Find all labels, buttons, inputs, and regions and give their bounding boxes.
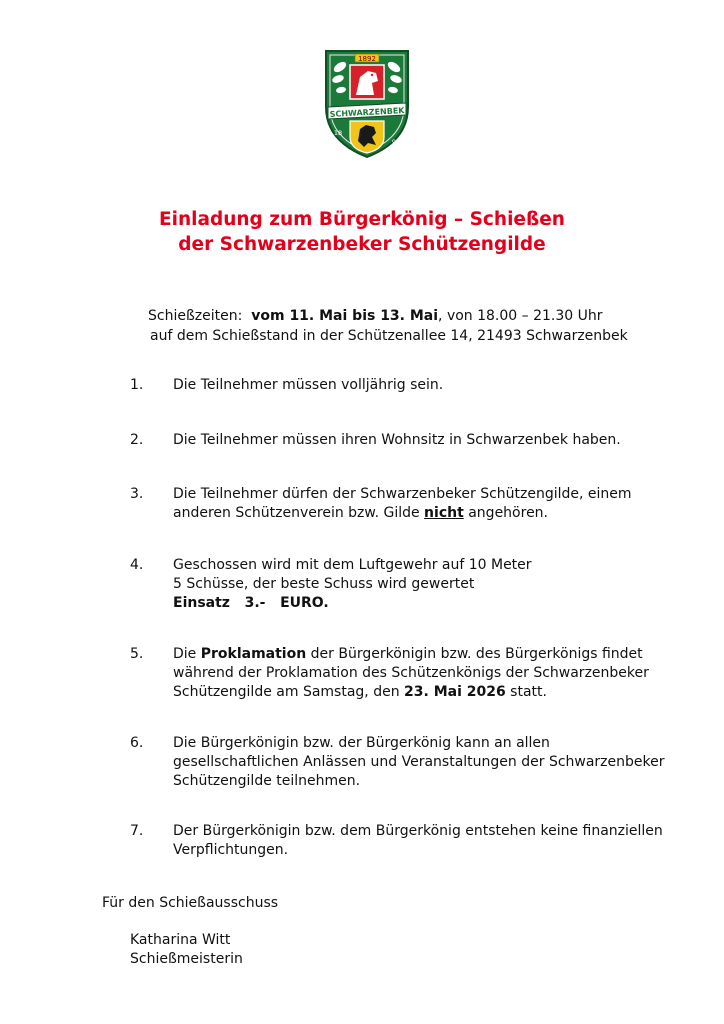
crest-year-left: 18 xyxy=(333,129,343,137)
item-line xyxy=(173,683,698,702)
emphasis-proklamation: Proklamation xyxy=(200,646,307,662)
item-line xyxy=(173,645,698,664)
item-text xyxy=(173,485,698,523)
crest-banner-text: SCHWARZENBEK xyxy=(329,106,405,119)
item-line: Geschossen wird mit dem Luftgewehr auf 10 Meter xyxy=(173,557,532,573)
item-number: 3. xyxy=(130,486,144,502)
item-line: Die Teilnehmer dürfen der Schwarzenbeker Schützengilde, einem xyxy=(173,486,632,502)
item-text xyxy=(173,822,698,860)
item-number: 7. xyxy=(130,823,144,839)
times-location: auf dem Schießstand in der Schützenallee 14, 21493 Schwarzenbek xyxy=(150,328,628,344)
item-line: Die Bürgerkönigin bzw. der Bürgerkönig kann an allen xyxy=(173,735,550,751)
crest-top-year: 1892 xyxy=(358,55,376,63)
item-line: während der Proklamation des Schützenkönigs der Schwarzenbeker xyxy=(173,665,649,681)
item-line: Einsatz 3.- EURO. xyxy=(173,595,329,611)
signature-name: Katharina Witt xyxy=(130,932,231,948)
item-number: 6. xyxy=(130,735,144,751)
signature-for: Für den Schießausschuss xyxy=(102,895,279,911)
item-number: 4. xyxy=(130,557,144,573)
item-segment: angehören. xyxy=(463,505,549,521)
item-text xyxy=(173,645,698,702)
item-line: Der Bürgerkönigin bzw. dem Bürgerkönig entstehen keine finanziellen xyxy=(173,823,663,839)
times-hours: , von 18.00 – 21.30 Uhr xyxy=(438,308,603,324)
item-segment: Schützengilde am Samstag, den xyxy=(173,684,405,700)
item-line: Verpflichtungen. xyxy=(173,842,289,858)
signature-block xyxy=(102,894,278,969)
schuetzengilde-crest xyxy=(322,45,412,160)
item-text: Die Teilnehmer müssen ihren Wohnsitz in Schwarzenbek haben. xyxy=(173,432,621,448)
item-segment: anderen Schützenverein bzw. Gilde xyxy=(173,505,425,521)
document-title xyxy=(0,207,724,257)
times-dates: vom 11. Mai bis 13. Mai xyxy=(251,308,439,324)
item-text: Die Teilnehmer müssen volljährig sein. xyxy=(173,377,444,393)
item-text xyxy=(173,556,698,613)
item-line xyxy=(173,504,698,523)
title-line-1: Einladung zum Bürgerkönig – Schießen xyxy=(159,209,565,230)
item-line: gesellschaftlichen Anlässen und Veranstaltungen der Schwarzenbeker xyxy=(173,754,665,770)
item-segment: der Bürgerkönigin bzw. des Bürgerkönigs findet xyxy=(306,646,643,662)
emphasis-nicht: nicht xyxy=(424,505,464,521)
item-text xyxy=(173,734,698,791)
item-number: 1. xyxy=(130,377,144,393)
item-segment: Die xyxy=(173,646,201,662)
item-line: 5 Schüsse, der beste Schuss wird gewertet xyxy=(173,576,475,592)
emphasis-date: 23. Mai 2026 xyxy=(404,684,506,700)
crest-year-right: 94 xyxy=(391,138,401,146)
item-number: 2. xyxy=(130,432,144,448)
title-line-2: der Schwarzenbeker Schützengilde xyxy=(178,234,546,255)
signature-role: Schießmeisterin xyxy=(130,951,243,967)
times-line xyxy=(148,306,628,326)
item-segment: statt. xyxy=(505,684,547,700)
item-line: Schützengilde teilnehmen. xyxy=(173,773,361,789)
shooting-times xyxy=(150,306,628,346)
times-label: Schießzeiten: xyxy=(148,308,243,324)
item-number: 5. xyxy=(130,646,144,662)
